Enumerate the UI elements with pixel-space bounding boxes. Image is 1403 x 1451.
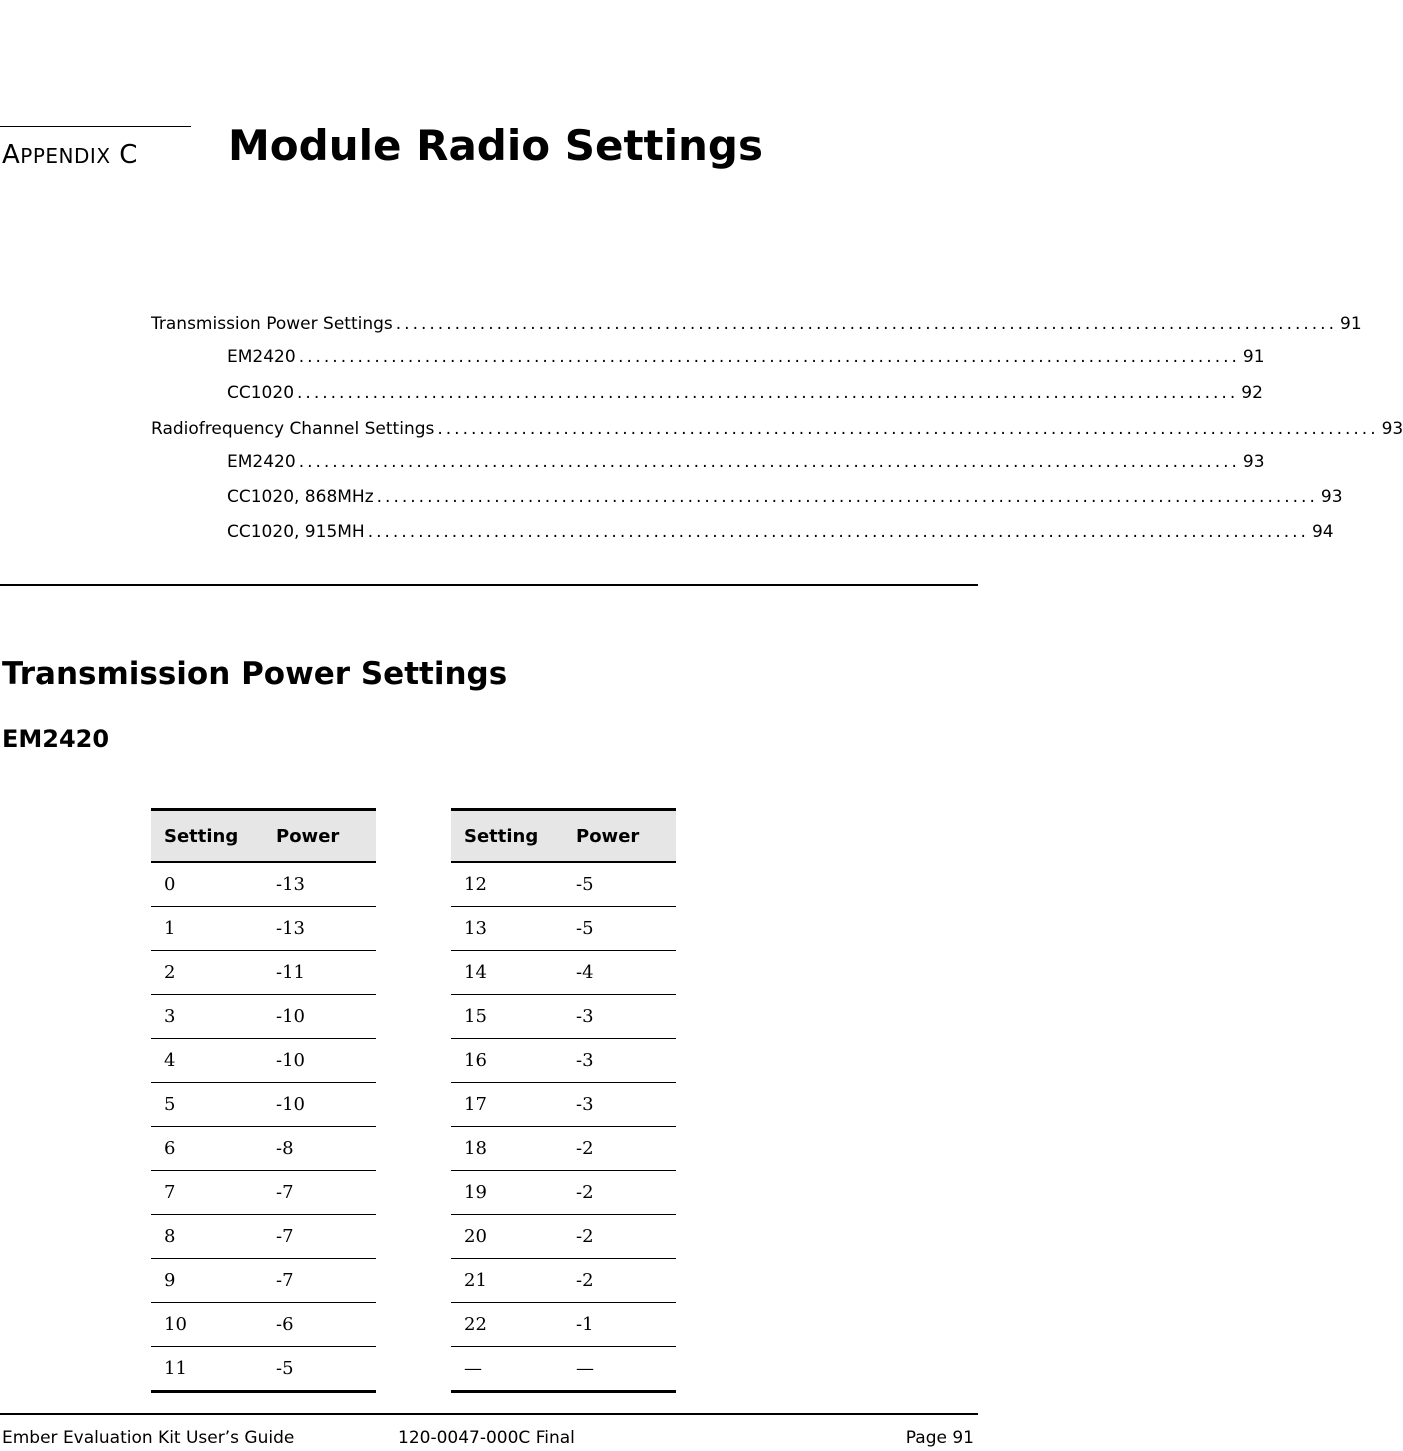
toc-label: EM2420	[227, 347, 296, 367]
toc-entry[interactable]	[227, 347, 1265, 367]
power-cell: -2	[563, 1259, 676, 1303]
power-cell: -6	[263, 1303, 376, 1347]
toc-leader: ................................................................................................................	[367, 522, 1309, 542]
table-row	[151, 1171, 376, 1215]
setting-cell: 1	[151, 907, 263, 951]
footer-rule	[0, 1413, 978, 1415]
setting-cell: 18	[451, 1127, 563, 1171]
setting-cell: 20	[451, 1215, 563, 1259]
toc-page: 93	[1320, 487, 1343, 507]
setting-cell: 9	[151, 1259, 263, 1303]
toc-entry[interactable]	[151, 419, 1403, 439]
setting-cell: 8	[151, 1215, 263, 1259]
toc-leader: ................................................................................................................	[395, 314, 1337, 334]
chapter-title: Module Radio Settings	[228, 121, 763, 170]
setting-cell: 22	[451, 1303, 563, 1347]
footer-doc-number: 120-0047-000C Final	[398, 1428, 575, 1448]
column-header-power: Power	[263, 810, 376, 863]
toc-leader: ................................................................................................................	[376, 487, 1318, 507]
setting-cell: 14	[451, 951, 563, 995]
column-header-power: Power	[563, 810, 676, 863]
table-row	[451, 907, 676, 951]
table-row	[151, 1347, 376, 1392]
power-cell: -13	[263, 862, 376, 907]
setting-cell: 12	[451, 862, 563, 907]
setting-cell: 19	[451, 1171, 563, 1215]
table-row	[451, 1039, 676, 1083]
table-row	[451, 1171, 676, 1215]
table-row	[151, 907, 376, 951]
power-cell: -5	[263, 1347, 376, 1392]
table-row	[451, 951, 676, 995]
power-table-right	[451, 808, 676, 1393]
setting-cell: 3	[151, 995, 263, 1039]
table-row	[151, 1039, 376, 1083]
power-cell: -2	[563, 1127, 676, 1171]
power-cell: —	[563, 1347, 676, 1392]
power-cell: -5	[563, 862, 676, 907]
toc-entry[interactable]	[227, 522, 1334, 542]
setting-cell: 13	[451, 907, 563, 951]
table-row	[451, 1347, 676, 1392]
appendix-letter: C	[119, 140, 138, 170]
table-row	[451, 995, 676, 1039]
power-cell: -2	[563, 1215, 676, 1259]
toc-label: CC1020, 868MHz	[227, 487, 374, 507]
appendix-label-rest: PPENDIX	[20, 144, 111, 168]
power-cell: -11	[263, 951, 376, 995]
appendix-label	[2, 140, 138, 170]
power-cell: -10	[263, 1039, 376, 1083]
setting-cell: 16	[451, 1039, 563, 1083]
power-cell: -7	[263, 1171, 376, 1215]
table-header-row	[151, 810, 376, 863]
footer-page-number: Page 91	[905, 1428, 974, 1448]
setting-cell: 6	[151, 1127, 263, 1171]
power-cell: -10	[263, 1083, 376, 1127]
subsection-title: EM2420	[2, 725, 110, 753]
table-row	[151, 1215, 376, 1259]
column-header-setting: Setting	[451, 810, 563, 863]
toc-label: Transmission Power Settings	[151, 314, 393, 334]
setting-cell: 4	[151, 1039, 263, 1083]
setting-cell: 5	[151, 1083, 263, 1127]
power-cell: -2	[563, 1171, 676, 1215]
power-cell: -3	[563, 995, 676, 1039]
table-row	[451, 1303, 676, 1347]
setting-cell: 11	[151, 1347, 263, 1392]
toc-page: 91	[1340, 314, 1362, 334]
power-cell: -7	[263, 1215, 376, 1259]
table-row	[451, 1215, 676, 1259]
table-row	[451, 1083, 676, 1127]
table-row	[451, 1259, 676, 1303]
appendix-label-first: A	[2, 140, 21, 170]
table-row	[151, 1303, 376, 1347]
toc-entry[interactable]	[227, 487, 1343, 507]
toc-entry[interactable]	[227, 383, 1263, 403]
toc-page: 92	[1241, 383, 1263, 403]
setting-cell: 10	[151, 1303, 263, 1347]
toc-label: EM2420	[227, 452, 296, 472]
table-row	[151, 1259, 376, 1303]
power-cell: -4	[563, 951, 676, 995]
footer-doc-title: Ember Evaluation Kit User’s Guide	[2, 1428, 295, 1448]
toc-label: Radiofrequency Channel Settings	[151, 419, 435, 439]
toc-leader: ................................................................................................................	[298, 347, 1240, 367]
table-row	[151, 995, 376, 1039]
section-divider	[0, 584, 978, 586]
toc-page: 93	[1242, 452, 1265, 472]
setting-cell: 17	[451, 1083, 563, 1127]
power-cell: -3	[563, 1083, 676, 1127]
power-cell: -3	[563, 1039, 676, 1083]
table-row	[451, 862, 676, 907]
power-cell: -1	[563, 1303, 676, 1347]
toc-leader: ................................................................................................................	[297, 383, 1239, 403]
table-row	[451, 1127, 676, 1171]
toc-entry[interactable]	[151, 314, 1362, 334]
table-row	[151, 951, 376, 995]
toc-leader: ................................................................................................................	[437, 419, 1379, 439]
toc-label: CC1020, 915MH	[227, 522, 365, 542]
toc-leader: ................................................................................................................	[298, 452, 1240, 472]
toc-label: CC1020	[227, 383, 295, 403]
table-row	[151, 1127, 376, 1171]
section-title: Transmission Power Settings	[2, 656, 508, 692]
column-header-setting: Setting	[151, 810, 263, 863]
power-cell: -5	[563, 907, 676, 951]
setting-cell: 15	[451, 995, 563, 1039]
toc-page: 93	[1381, 419, 1403, 439]
setting-cell: —	[451, 1347, 563, 1392]
table-row	[151, 1083, 376, 1127]
power-cell: -8	[263, 1127, 376, 1171]
power-table-left	[151, 808, 376, 1393]
power-cell: -10	[263, 995, 376, 1039]
toc-entry[interactable]	[227, 452, 1265, 472]
table-row	[151, 862, 376, 907]
power-cell: -13	[263, 907, 376, 951]
power-cell: -7	[263, 1259, 376, 1303]
appendix-rule	[0, 126, 191, 127]
toc-page: 91	[1242, 347, 1265, 367]
setting-cell: 7	[151, 1171, 263, 1215]
toc-page: 94	[1311, 522, 1334, 542]
setting-cell: 0	[151, 862, 263, 907]
setting-cell: 2	[151, 951, 263, 995]
table-header-row	[451, 810, 676, 863]
setting-cell: 21	[451, 1259, 563, 1303]
